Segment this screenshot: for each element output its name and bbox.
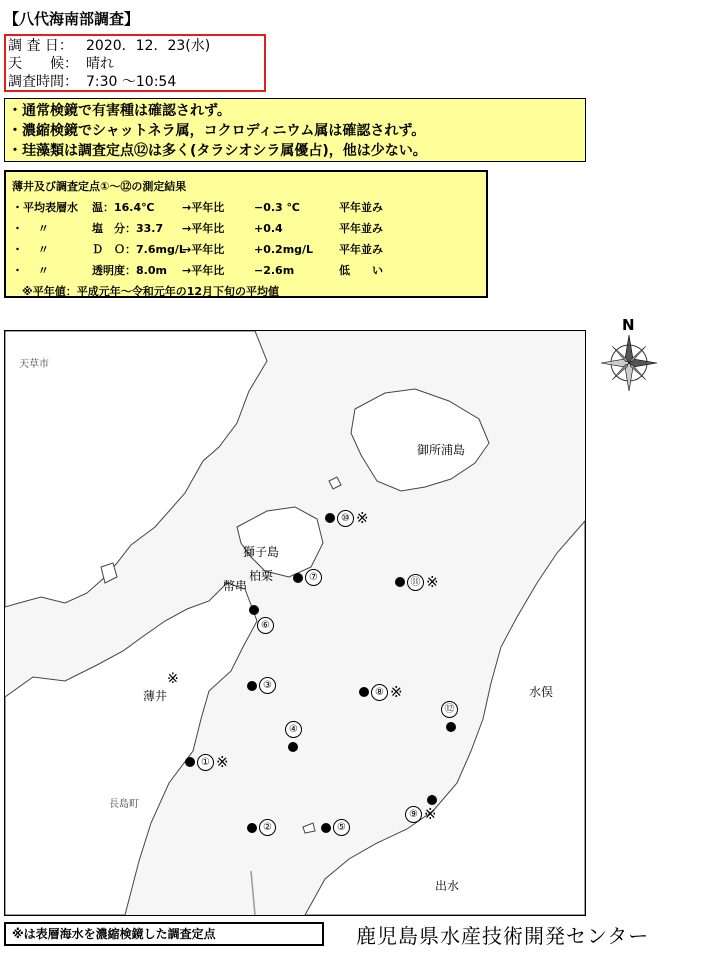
station-dot bbox=[359, 687, 369, 697]
measurement-compare-label: →平年比 bbox=[182, 201, 225, 214]
station-number: ⑥ bbox=[257, 617, 274, 634]
measurement-compare-label: →平年比 bbox=[182, 243, 225, 256]
station-3 bbox=[247, 677, 276, 694]
station-number: ⑩ bbox=[337, 510, 354, 527]
measurement-item: ・平均表層水 bbox=[12, 201, 78, 214]
compass-north-label: N bbox=[622, 316, 635, 334]
place-label: 幣串 bbox=[223, 579, 248, 593]
survey-map bbox=[4, 330, 586, 916]
station-1 bbox=[185, 753, 229, 771]
compass-rose bbox=[600, 316, 658, 392]
measurement-compare-label: →平年比 bbox=[182, 264, 225, 277]
station-number: ③ bbox=[259, 677, 276, 694]
measurement-title: 薄井及び調査定点①～⑫の測定結果 bbox=[12, 180, 187, 193]
place-label: 御所浦島 bbox=[417, 443, 466, 457]
place-label: 薄井 bbox=[143, 689, 168, 703]
station-dot bbox=[293, 573, 303, 583]
measurement-box bbox=[4, 170, 488, 298]
measurement-row bbox=[12, 218, 486, 239]
station-6 bbox=[249, 605, 274, 634]
survey-info-box bbox=[4, 34, 266, 92]
coastline-map bbox=[5, 331, 585, 915]
station-number: ⑪ bbox=[407, 574, 424, 591]
survey-time-label: 調査時間： bbox=[8, 74, 78, 90]
station-mark: ※ bbox=[426, 573, 439, 591]
place-label: 出水 bbox=[435, 879, 460, 893]
station-5 bbox=[321, 819, 350, 836]
measurement-value: 塩 分：33.7 bbox=[92, 222, 164, 235]
survey-time-value: 7:30 ～10:54 bbox=[86, 74, 177, 90]
station-dot bbox=[247, 681, 257, 691]
place-label: 柏栗 bbox=[249, 569, 274, 583]
station-dot bbox=[288, 742, 298, 752]
station-mark: ※ bbox=[390, 683, 403, 701]
survey-date-label: 調 査 日： bbox=[8, 38, 73, 54]
station-mark: ※ bbox=[356, 509, 369, 527]
place-label: 水俣 bbox=[529, 685, 554, 699]
place-label: 長島町 bbox=[109, 799, 139, 810]
measurement-value: Ｄ Ｏ：7.6mg/L bbox=[92, 243, 186, 256]
station-dot bbox=[249, 605, 259, 615]
survey-weather-value: 晴れ bbox=[86, 56, 114, 72]
station-2 bbox=[247, 819, 276, 836]
measurement-item: ・ 〃 bbox=[12, 264, 49, 277]
observation-item: ・通常検鏡で有害種は確認されず。 bbox=[8, 103, 231, 119]
station-dot bbox=[185, 757, 195, 767]
station-7 bbox=[293, 569, 322, 586]
station-9 bbox=[405, 795, 437, 823]
place-label: 獅子島 bbox=[243, 545, 280, 559]
organization-name: 鹿児島県水産技術開発センター bbox=[356, 924, 650, 948]
station-number: ④ bbox=[285, 721, 302, 738]
station-dot bbox=[446, 722, 456, 732]
station-number: ① bbox=[197, 754, 214, 771]
compass-star-icon bbox=[600, 334, 658, 392]
station-number: ⑤ bbox=[333, 819, 350, 836]
station-4 bbox=[285, 721, 302, 752]
page-title: 【八代海南部調査】 bbox=[4, 10, 140, 28]
measurement-value: 温：16.4℃ bbox=[92, 201, 155, 214]
measurement-row bbox=[12, 239, 486, 260]
measurement-item: ・ 〃 bbox=[12, 222, 49, 235]
land-goshoura bbox=[351, 389, 489, 491]
usui-survey-mark: ※ bbox=[167, 671, 179, 687]
station-12 bbox=[441, 701, 458, 732]
station-dot bbox=[395, 577, 405, 587]
measurement-item: ・ 〃 bbox=[12, 243, 49, 256]
measurement-row bbox=[12, 260, 486, 281]
legend-note: ※は表層海水を濃縮検鏡した調査定点 bbox=[4, 922, 324, 946]
survey-weather-row bbox=[8, 55, 264, 73]
measurement-assessment: 平年並み bbox=[339, 201, 383, 214]
station-mark: ※ bbox=[216, 753, 229, 771]
station-number: ⑫ bbox=[441, 701, 458, 718]
measurement-assessment: 平年並み bbox=[339, 222, 383, 235]
survey-date-value: 2020．12．23(水) bbox=[86, 38, 211, 54]
station-mark: ※ bbox=[424, 805, 437, 823]
measurement-assessment: 低 い bbox=[339, 264, 383, 277]
measurement-diff: +0.4 bbox=[254, 222, 283, 235]
place-label: 天草市 bbox=[19, 359, 49, 370]
land-nagashima bbox=[5, 583, 257, 915]
survey-weather-label: 天 候： bbox=[8, 56, 78, 72]
observation-item: ・濃縮検鏡でシャットネラ属，コクロディニウム属は確認されず。 bbox=[8, 123, 426, 139]
station-8 bbox=[359, 683, 403, 701]
station-dot bbox=[325, 513, 335, 523]
station-number: ② bbox=[259, 819, 276, 836]
station-number: ⑧ bbox=[371, 684, 388, 701]
measurement-diff: −0.3 ℃ bbox=[254, 201, 300, 214]
measurement-diff: −2.6m bbox=[254, 264, 295, 277]
survey-date-row bbox=[8, 37, 264, 55]
observation-box bbox=[4, 98, 586, 162]
station-label-wrap bbox=[405, 805, 437, 823]
prefecture-boundary bbox=[251, 871, 255, 915]
station-10 bbox=[325, 509, 369, 527]
land-amakusa bbox=[5, 331, 267, 607]
survey-time-row bbox=[8, 73, 264, 91]
measurement-diff: +0.2mg/L bbox=[254, 243, 314, 256]
station-dot bbox=[427, 795, 437, 805]
land-islet bbox=[329, 477, 341, 489]
measurement-value: 透明度：8.0m bbox=[92, 264, 167, 277]
measurement-row bbox=[12, 197, 486, 218]
measurement-compare-label: →平年比 bbox=[182, 222, 225, 235]
observation-item: ・珪藻類は調査定点⑫は多く(タラシオシラ属優占)，他は少ない。 bbox=[8, 143, 427, 159]
measurement-assessment: 平年並み bbox=[339, 243, 383, 256]
measurement-note: ※平年値：平成元年～令和元年の12月下旬の平均値 bbox=[22, 285, 279, 298]
station-dot bbox=[247, 823, 257, 833]
station-dot bbox=[321, 823, 331, 833]
station-11 bbox=[395, 573, 439, 591]
station-number: ⑨ bbox=[405, 806, 422, 823]
land-islet bbox=[303, 823, 315, 833]
station-number: ⑦ bbox=[305, 569, 322, 586]
